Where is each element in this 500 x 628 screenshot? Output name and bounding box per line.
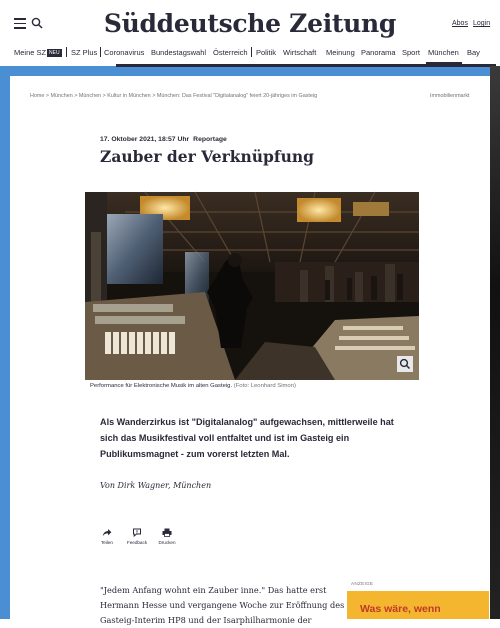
breadcrumb-separator: > (152, 93, 156, 99)
caption-text: Performance für Elektronische Musik im alten Gasteig. (90, 383, 233, 389)
nav-item-oesterreich[interactable]: Österreich (213, 48, 248, 57)
print-button[interactable] (152, 528, 182, 545)
breadcrumb-separator: > (45, 93, 50, 99)
breadcrumb-current: München: Das Festival "Digitalanalog" feiert 20-jähriges im Gasteig (156, 93, 318, 99)
article-author: Von Dirk Wagner, München (100, 481, 212, 490)
article-photo[interactable] (85, 192, 419, 380)
ad-headline: Was wäre, wenn (360, 603, 441, 615)
nav-item-meine-sz[interactable]: Meine SZ (14, 48, 47, 57)
nav-item-bayern[interactable]: Bay (467, 48, 480, 57)
breadcrumb-separator: > (74, 93, 78, 99)
frame-top-bar (116, 64, 496, 67)
nav-separator (100, 47, 101, 57)
zoom-button[interactable] (397, 356, 413, 372)
login-link[interactable]: Login (473, 20, 491, 27)
share-icon (102, 528, 112, 537)
feedback-button[interactable] (122, 528, 152, 545)
breadcrumb-item[interactable]: Kultur in München (107, 93, 151, 99)
article-body: "Jedem Anfang wohnt ein Zauber inne." Das hatte erst Hermann Hesse und vergangene Woche zur Eröffnung des Gasteig-Interim HP8 und der Isarphilharmonie der (100, 585, 345, 625)
photo-credit: (Foto: Leonhard Simon) (233, 383, 296, 389)
article-card (10, 76, 490, 625)
nav-item-muenchen[interactable]: München (428, 48, 459, 57)
nav-item-panorama[interactable]: Panorama (361, 48, 396, 57)
photo-illustration (85, 192, 419, 380)
breadcrumb-separator: > (102, 93, 106, 99)
breadcrumb-item[interactable]: München (78, 93, 102, 99)
breadcrumb-item[interactable]: München (50, 93, 73, 99)
article-headline: Zauber der Verknüpfung (100, 147, 314, 166)
new-badge: NEU (49, 50, 60, 56)
photo-caption (90, 383, 296, 389)
nav-separator (251, 47, 252, 57)
feedback-label: Feedback (126, 540, 148, 545)
breadcrumb-item[interactable]: Home (30, 93, 45, 99)
share-button[interactable] (92, 528, 122, 545)
nav-separator (66, 47, 67, 57)
site-header (0, 0, 500, 48)
side-image-strip (490, 66, 500, 619)
immobilienmarkt-link[interactable]: Immobilienmarkt (430, 93, 470, 99)
nav-item-bundestagswahl[interactable]: Bundestagswahl (151, 48, 207, 57)
printer-icon (162, 528, 172, 537)
nav-item-sport[interactable]: Sport (402, 48, 420, 57)
feedback-icon (132, 528, 142, 537)
nav-item-politik[interactable]: Politik (256, 48, 277, 57)
nav-item-meinung[interactable]: Meinung (326, 48, 355, 57)
article-kind: Reportage (193, 136, 227, 143)
article-lead: Als Wanderzirkus ist "Digitalanalog" aufgewachsen, mittlerweile hat sich das Musikfestival voll entfaltet und ist im Gasteig ein Publikumsmagnet - zum vorerst letzten Mal. (100, 417, 394, 459)
nav-item-wirtschaft[interactable]: Wirtschaft (283, 48, 317, 57)
breadcrumb (30, 93, 317, 99)
site-logo[interactable]: Süddeutsche Zeitung (103, 9, 397, 38)
magnifier-icon (397, 356, 413, 372)
article-meta (100, 136, 227, 143)
nav-item-sz-plus[interactable]: SZ Plus (71, 48, 98, 57)
ad-label: ANZEIGE (351, 581, 374, 586)
nav-item-coronavirus[interactable]: Coronavirus (104, 48, 145, 57)
main-navigation (0, 44, 500, 64)
print-label: Drucken (158, 540, 176, 545)
advertisement[interactable] (347, 591, 489, 619)
share-label: Teilen (100, 540, 113, 545)
abos-link[interactable]: Abos (452, 20, 468, 27)
article-date: 17. Oktober 2021, 18:57 Uhr (100, 136, 190, 143)
